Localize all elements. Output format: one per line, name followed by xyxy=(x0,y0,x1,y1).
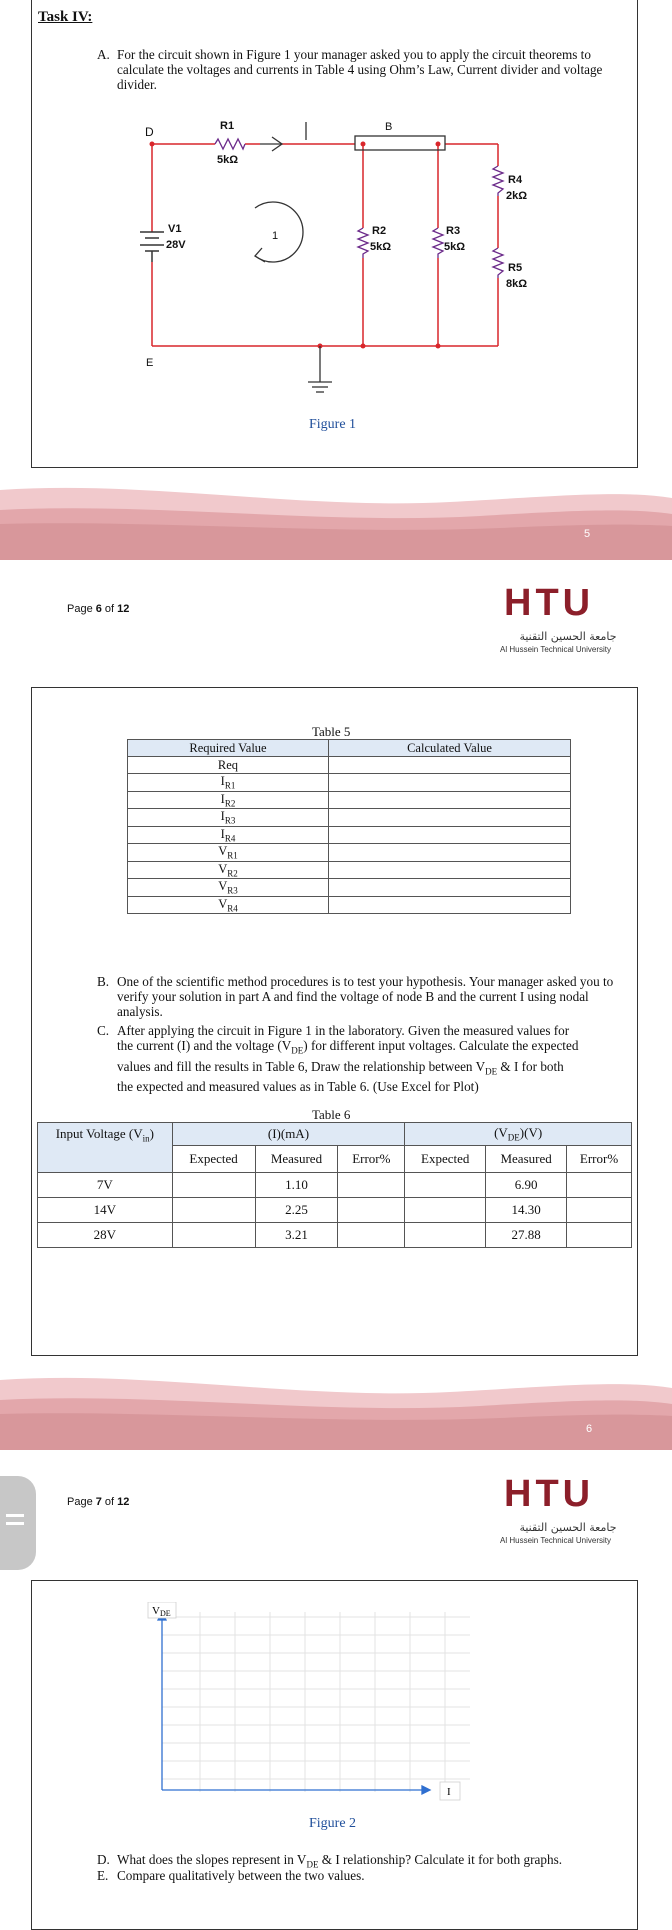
table5-header-required: Required Value xyxy=(128,740,329,757)
table5-cell[interactable] xyxy=(329,809,571,827)
table6-cell[interactable] xyxy=(567,1198,632,1223)
table-row: $I_{R2}$ xyxy=(128,791,571,809)
node-b-label: B xyxy=(385,121,393,133)
v1-battery xyxy=(140,232,164,262)
figure2-graph xyxy=(140,1602,480,1812)
r1-value: 5kΩ xyxy=(217,154,239,166)
section-c-label: C. xyxy=(97,1023,110,1038)
r3-value: 5kΩ xyxy=(444,241,466,253)
htu-logo-english: Al Hussein Technical University xyxy=(500,645,612,654)
v1-name: V1 xyxy=(168,223,182,235)
table5-title: Table 5 xyxy=(312,724,351,739)
section-e xyxy=(97,1868,637,1883)
r2-resistor xyxy=(358,228,368,258)
table6: Input Voltage $(V_{in})$ (I)(mA) $(V_{DE})(V)$ Expected Measured Error% Expected Measured Error% 7V 1.10 6.90 14V 2.25 14.30 28V 3.21 27.88 xyxy=(37,1122,632,1248)
section-b-label: B. xyxy=(97,974,110,989)
table5-cell[interactable] xyxy=(329,844,571,862)
table5-cell[interactable] xyxy=(329,791,571,809)
r5-value: 8kΩ xyxy=(506,278,528,290)
figure2-axes xyxy=(158,1612,430,1794)
table6-cell[interactable] xyxy=(338,1173,405,1198)
table6-cell[interactable] xyxy=(405,1173,486,1198)
r1-resistor xyxy=(215,139,245,149)
htu-logo-1 xyxy=(500,582,635,657)
r4-resistor xyxy=(493,166,503,196)
table6-header-current: (I)(mA) xyxy=(172,1123,405,1146)
figure2-caption: Figure 2 xyxy=(309,1816,357,1831)
section-b-text: One of the scientific method procedures is to test your hypothesis. Your manager asked you to verify your solution in part A and find the voltage of node B and the current I using nodal analysis. xyxy=(117,974,614,1019)
r3-resistor xyxy=(433,228,443,258)
section-b xyxy=(97,974,629,1019)
htu-logo-2 xyxy=(500,1473,635,1548)
table6-cell[interactable] xyxy=(405,1198,486,1223)
table5-cell[interactable] xyxy=(329,879,571,897)
figure2-grid xyxy=(162,1612,470,1792)
table-row: $I_{R4}$ xyxy=(128,826,571,844)
table-row: 14V 2.25 14.30 xyxy=(38,1198,632,1223)
table5-cell[interactable] xyxy=(329,774,571,792)
r1-name: R1 xyxy=(220,120,235,132)
section-a xyxy=(97,47,629,92)
table-row: $V_{R1}$ xyxy=(128,844,571,862)
table6-cell[interactable] xyxy=(338,1198,405,1223)
figure2-x-label: I xyxy=(447,1786,451,1798)
page-header-1: Page 6 of 12 xyxy=(67,603,130,615)
table6-cell[interactable] xyxy=(172,1173,255,1198)
htu-logo-mark: HTU xyxy=(504,582,595,624)
loop-arrow xyxy=(255,202,303,262)
section-c: C. After applying the circuit in Figure 1 in the laboratory. Given the measured values for the current (I) and the voltage $(V_{DE})$ for different input voltages. Calculate the expected values and fill the results in Table 6, Draw the relationship between $V_{DE}$ & I for both the expected and measured values as in Table 6. (Use Excel for Plot) xyxy=(97,1023,579,1095)
page-header-2: Page 7 of 12 xyxy=(67,1496,130,1508)
table5-cell[interactable] xyxy=(329,861,571,879)
table-row: $V_{R2}$ xyxy=(128,861,571,879)
table5-cell[interactable] xyxy=(329,757,571,774)
table6-cell[interactable] xyxy=(338,1223,405,1248)
htu-logo-english: Al Hussein Technical University xyxy=(500,1536,612,1545)
htu-logo-mark: HTU xyxy=(504,1473,595,1515)
table-row: $I_{R1}$ xyxy=(128,774,571,792)
footer-wave-1 xyxy=(0,480,672,560)
table5-header-calculated: Calculated Value xyxy=(329,740,571,757)
task-title: Task IV: xyxy=(38,9,93,25)
r2-value: 5kΩ xyxy=(370,241,392,253)
table6-header-input: Input Voltage $(V_{in})$ xyxy=(38,1123,173,1173)
table-row: $V_{R3}$ xyxy=(128,879,571,897)
table-row: Req xyxy=(128,757,571,774)
node-d-label: D xyxy=(145,125,154,139)
table6-cell[interactable] xyxy=(405,1223,486,1248)
node-e-label: E xyxy=(146,357,154,369)
figure1-caption: Figure 1 xyxy=(309,417,357,432)
footer-page-number-2: 6 xyxy=(586,1423,593,1435)
section-d-label: D. xyxy=(97,1852,110,1867)
table6-cell[interactable] xyxy=(567,1173,632,1198)
table5 xyxy=(127,739,571,914)
r5-name: R5 xyxy=(508,262,523,274)
ground-symbol xyxy=(308,346,332,392)
circuit-junctions xyxy=(150,142,441,349)
footer-wave-2 xyxy=(0,1370,672,1450)
r2-name: R2 xyxy=(372,225,387,237)
figure2-y-label: VDE xyxy=(152,1605,171,1618)
section-e-label: E. xyxy=(97,1868,109,1883)
table-row: $V_{R4}$ xyxy=(128,896,571,914)
r5-resistor xyxy=(493,248,503,278)
section-a-label: A. xyxy=(97,47,110,62)
table5-cell[interactable] xyxy=(329,896,571,914)
table5-cell[interactable] xyxy=(329,826,571,844)
table-row: 7V 1.10 6.90 xyxy=(38,1173,632,1198)
section-a-text: For the circuit shown in Figure 1 your manager asked you to apply the circuit theorems to calculate the voltages and currents in Table 4 using Ohm’s Law, Current divider and voltage divider. xyxy=(117,47,603,92)
table6-cell[interactable] xyxy=(172,1223,255,1248)
table6-cell[interactable] xyxy=(172,1198,255,1223)
v1-value: 28V xyxy=(166,239,186,251)
table6-title: Table 6 xyxy=(312,1107,351,1122)
circuit-diagram xyxy=(120,108,540,408)
table6-cell[interactable] xyxy=(567,1223,632,1248)
htu-logo-arabic: جامعة الحسين التقنية xyxy=(519,630,617,643)
current-probe-arrow xyxy=(260,122,306,151)
htu-logo-arabic: جامعة الحسين التقنية xyxy=(519,1521,617,1534)
table-row: $I_{R3}$ xyxy=(128,809,571,827)
footer-page-number-1: 5 xyxy=(584,528,591,540)
r4-name: R4 xyxy=(508,174,523,186)
table6-header-voltage: $(V_{DE})(V)$ xyxy=(405,1123,632,1146)
r4-value: 2kΩ xyxy=(506,190,528,202)
side-panel-handle[interactable] xyxy=(0,1476,36,1570)
loop-label: 1 xyxy=(272,230,279,242)
r3-name: R3 xyxy=(446,225,461,237)
section-e-text: Compare qualitatively between the two values. xyxy=(117,1868,365,1883)
node-b-box xyxy=(355,136,445,150)
section-d: D. What does the slopes represent in $V_{DE}$ & I relationship? Calculate it for both graphs. xyxy=(97,1852,563,1870)
table-row: 28V 3.21 27.88 xyxy=(38,1223,632,1248)
